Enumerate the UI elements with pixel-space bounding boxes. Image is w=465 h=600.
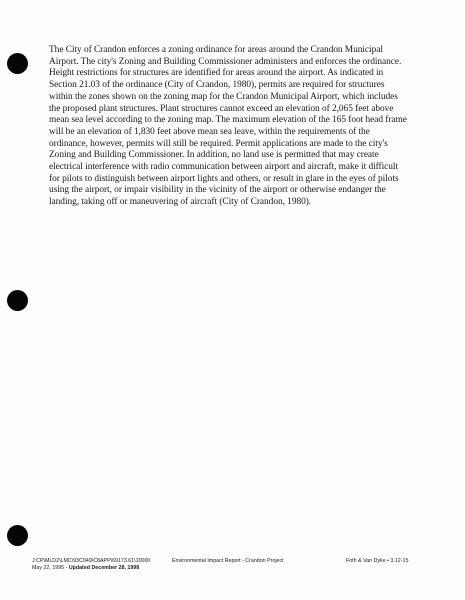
- paragraph-line: Airport. The city's Zoning and Building Commissioner administers and enforces the ordinance.: [49, 56, 402, 67]
- punch-hole-top: [7, 53, 28, 74]
- footer-left: [32, 558, 192, 572]
- paragraph-line: within the zones shown on the zoning map for the Crandon Municipal Airport, which includes: [49, 91, 398, 102]
- footer-date: May 22, 1995 -: [32, 565, 69, 571]
- paragraph-line: Section 21.03 of the ordinance (City of Crandon, 1980), permits are required for structures: [49, 80, 385, 91]
- punch-hole-bottom: [7, 525, 28, 546]
- paragraph-line: ordinance, however, permits will still be required. Permit applications are made to the city's: [49, 138, 388, 149]
- paragraph-line: Height restrictions for structures are identified for areas around the airport. As indicated in: [49, 68, 384, 79]
- footer-page-ref: Foth & Van Dyke • 3.12-15: [346, 558, 409, 564]
- body-paragraph: [49, 45, 425, 209]
- paragraph-line: for pilots to distinguish between airport lights and others, or result in glare in the eyes of pilots: [49, 173, 399, 184]
- footer-date-line: [32, 565, 192, 572]
- footer-file-path: J:CP\MLD2\LMC\93C049\C8APP\69173.61\10000: [32, 558, 151, 564]
- paragraph-line: the proposed plant structures. Plant structures cannot exceed an elevation of 2,065 feet above: [49, 103, 394, 114]
- paragraph-line: using the airport, or impair visibility in the vicinity of the airport or otherwise endanger the: [49, 185, 386, 196]
- paragraph-line: will be an elevation of 1,830 feet above mean sea leave, within the requirements of the: [49, 126, 370, 137]
- paragraph-line: electrical interference with radio communication between airport and aircraft, make it difficult: [49, 162, 399, 173]
- paragraph-line: landing, taking off or maneuvering of aircraft (City of Crandon, 1980).: [49, 197, 312, 208]
- footer-updated: Updated December 28, 1998: [68, 565, 140, 571]
- paragraph-line: The City of Crandon enforces a zoning ordinance for areas around the Crandon Municipal: [49, 45, 383, 55]
- paragraph-line: mean sea level according to the zoning map. The maximum elevation of the 165 foot head frame: [49, 115, 407, 126]
- footer-report-title: Environmental Impact Report - Crandon Project: [172, 558, 284, 564]
- paragraph-line: Zoning and Building Commissioner. In addition, no land use is permitted that may create: [49, 150, 379, 161]
- punch-hole-middle: [7, 290, 28, 311]
